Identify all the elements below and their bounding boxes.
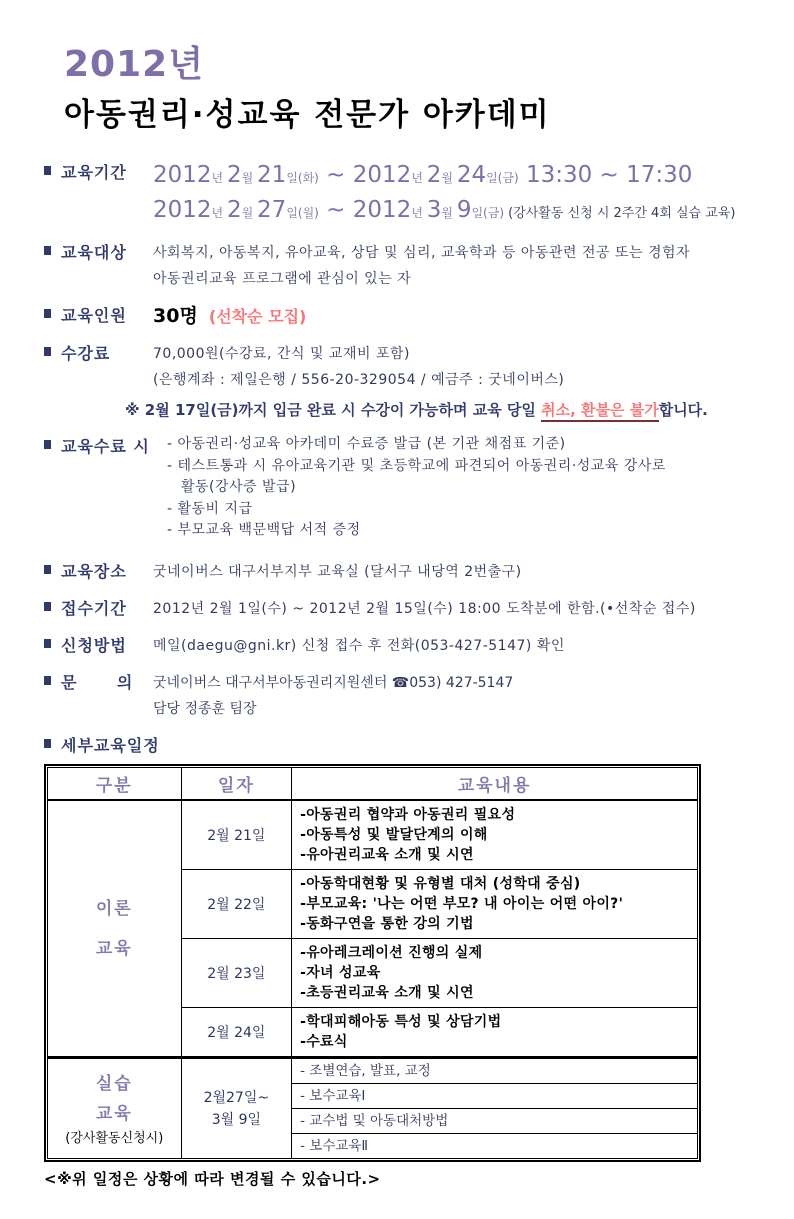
header-category: 구분 — [48, 767, 182, 800]
capacity-body — [153, 303, 752, 330]
square-bullet-icon — [44, 440, 51, 449]
fee-body — [125, 341, 752, 423]
content-cell — [292, 800, 698, 870]
header-content: 교육내용 — [292, 767, 698, 800]
main-title: 아동권리·성교육 전문가 아카데미 — [64, 97, 551, 133]
practice-content-cell — [292, 1109, 698, 1134]
practice-line: - 보수교육Ⅱ — [300, 1138, 369, 1154]
year-title: 2012년 — [64, 44, 204, 85]
schedule-table-wrapper — [44, 764, 701, 1163]
section-apply-method — [44, 633, 752, 659]
date-cell: 2월 23일 — [181, 939, 292, 1008]
table-row — [48, 1058, 698, 1084]
date-cell: 2월 22일 — [181, 870, 292, 939]
content-line: -유아레크레이션 진행의 실제 — [300, 945, 483, 961]
theory-category-cell — [48, 800, 182, 1058]
content-line: -아동권리 협약과 아동권리 필요성 — [300, 807, 516, 823]
target-label: 교육대상 — [61, 243, 127, 262]
practice-date-line-1: 2월27일~ — [203, 1089, 270, 1106]
completion-body — [167, 434, 752, 542]
fee-notice-prefix: ※ 2월 17일(금)까지 입금 완료 시 수강이 가능하며 교육 당일 — [125, 401, 542, 419]
square-bullet-icon — [44, 347, 51, 356]
practice-line: - 보수교육Ⅰ — [300, 1088, 366, 1104]
date-cell: 2월 24일 — [181, 1008, 292, 1058]
contact-body — [153, 670, 752, 722]
apply-period-text: 2012년 2월 1일(수) ~ 2012년 2월 15일(수) 18:00 도착분에 한함.(•선착순 접수) — [153, 600, 696, 617]
content-line: -아동특성 및 발달단계의 이해 — [300, 827, 488, 843]
completion-item: - 아동권리·성교육 아카데미 수료증 발급 (본 기관 채점표 기준) — [167, 436, 566, 452]
practice-date-line-2: 3월 9일 — [211, 1111, 262, 1128]
practice-line: - 교수법 및 아동대처방법 — [300, 1113, 449, 1129]
content-cell — [292, 939, 698, 1008]
theory-category-line-1: 이론 — [95, 898, 133, 919]
contact-label: 문 의 — [61, 672, 134, 692]
apply-period-label: 접수기간 — [61, 598, 127, 618]
practice-line: - 조별연습, 발표, 교정 — [300, 1063, 431, 1079]
section-contact — [44, 670, 752, 722]
practice-category-line-1: 실습 — [95, 1073, 133, 1094]
practice-content-cell — [292, 1134, 698, 1159]
square-bullet-icon — [44, 565, 51, 574]
table-header-row — [48, 767, 698, 800]
completion-item: - 부모교육 백문백답 서적 증정 — [167, 522, 361, 538]
capacity-count: 30명 — [153, 305, 198, 327]
content-line: -동화구연을 통한 강의 기법 — [300, 916, 474, 932]
target-line-1: 사회복지, 아동복지, 유아교육, 상담 및 심리, 교육학과 등 아동관련 전공 또는 경험자 — [153, 245, 691, 261]
period-line-2: 2012년 2월 27일(월) ~ 2012년 3월 9일(금) (강사활동 신청 시 2주간 4회 실습 교육) — [153, 197, 736, 223]
completion-label: 교육수료 시 — [61, 437, 150, 456]
square-bullet-icon — [44, 639, 51, 648]
target-body — [153, 240, 752, 292]
completion-item: - 테스트통과 시 유아교육기관 및 초등학교에 파견되어 아동권리·성교육 강사로 — [167, 457, 666, 474]
practice-category-cell — [48, 1058, 182, 1159]
completion-item-wrap: 활동(강사증 발급) — [181, 479, 297, 495]
section-detail-schedule — [44, 733, 752, 756]
content-cell — [292, 1008, 698, 1058]
fee-line-2: (은행계좌 : 제일은행 / 556-20-329054 / 예금주 : 굿네이버스) — [153, 372, 565, 388]
detail-schedule-label: 세부교육일정 — [61, 735, 160, 755]
table-row — [48, 800, 698, 870]
period-line-1: 2012년 2월 21일(화) ~ 2012년 2월 24일(금) 13:30 ~ 17:30 — [153, 162, 693, 188]
contact-line-1: 굿네이버스 대구서부아동권리지원센터 ☎053) 427-5147 — [153, 674, 514, 691]
fee-notice — [125, 397, 752, 423]
theory-category-line-2: 교육 — [95, 938, 133, 959]
section-completion — [44, 434, 752, 542]
apply-method-text: 메일(daegu@gni.kr) 신청 접수 후 전화(053-427-5147) 확인 — [153, 637, 565, 654]
apply-method-label: 신청방법 — [61, 635, 127, 655]
period-label: 교육기간 — [61, 163, 127, 182]
content-line: -아동학대현황 및 유형별 대처 (성학대 중심) — [300, 876, 581, 892]
fee-notice-suffix: 합니다. — [658, 401, 708, 419]
header-date: 일자 — [181, 767, 292, 800]
square-bullet-icon — [44, 309, 51, 318]
section-place — [44, 559, 752, 585]
content-line: -자녀 성교육 — [300, 965, 381, 981]
contact-line-2: 담당 정종훈 팀장 — [153, 700, 257, 717]
content-line: -수료식 — [300, 1034, 348, 1050]
section-apply-period — [44, 596, 752, 622]
square-bullet-icon — [44, 246, 51, 255]
fee-notice-highlight: 취소, 환불은 불가 — [541, 401, 659, 422]
capacity-note: (선착순 모집) — [208, 307, 307, 326]
section-period — [44, 160, 752, 229]
target-line-2: 아동권리교육 프로그램에 관심이 있는 자 — [153, 271, 412, 287]
practice-content-cell — [292, 1058, 698, 1084]
capacity-label: 교육인원 — [61, 306, 127, 325]
date-cell: 2월 21일 — [181, 800, 292, 870]
practice-date-cell — [181, 1058, 292, 1159]
place-label: 교육장소 — [61, 561, 127, 581]
content-line: -초등권리교육 소개 및 시연 — [300, 985, 474, 1001]
fee-line-1: 70,000원(수강료, 간식 및 교재비 포함) — [153, 346, 410, 362]
square-bullet-icon — [44, 739, 51, 748]
footer-note: <※위 일정은 상황에 따라 변경될 수 있습니다.> — [44, 1170, 381, 1188]
content-line: -학대피해아동 특성 및 상담기법 — [300, 1014, 502, 1030]
place-text: 굿네이버스 대구서부지부 교육실 (달서구 내당역 2번출구) — [153, 563, 522, 580]
period-body — [153, 160, 752, 229]
section-target — [44, 240, 752, 292]
square-bullet-icon — [44, 602, 51, 611]
section-fee — [44, 341, 752, 423]
square-bullet-icon — [44, 166, 51, 175]
practice-content-cell — [292, 1084, 698, 1109]
content-cell — [292, 870, 698, 939]
content-line: -유아권리교육 소개 및 시연 — [300, 847, 474, 863]
practice-category-note: (강사활동신청시) — [65, 1130, 164, 1146]
square-bullet-icon — [44, 676, 51, 685]
content-line: -부모교육: '나는 어떤 부모? 내 아이는 어떤 아이?' — [300, 896, 624, 912]
fee-label: 수강료 — [61, 344, 111, 363]
practice-category-line-2: 교육 — [95, 1103, 133, 1124]
section-capacity — [44, 303, 752, 330]
completion-item: - 활동비 지급 — [167, 500, 253, 517]
schedule-table — [47, 767, 698, 1160]
